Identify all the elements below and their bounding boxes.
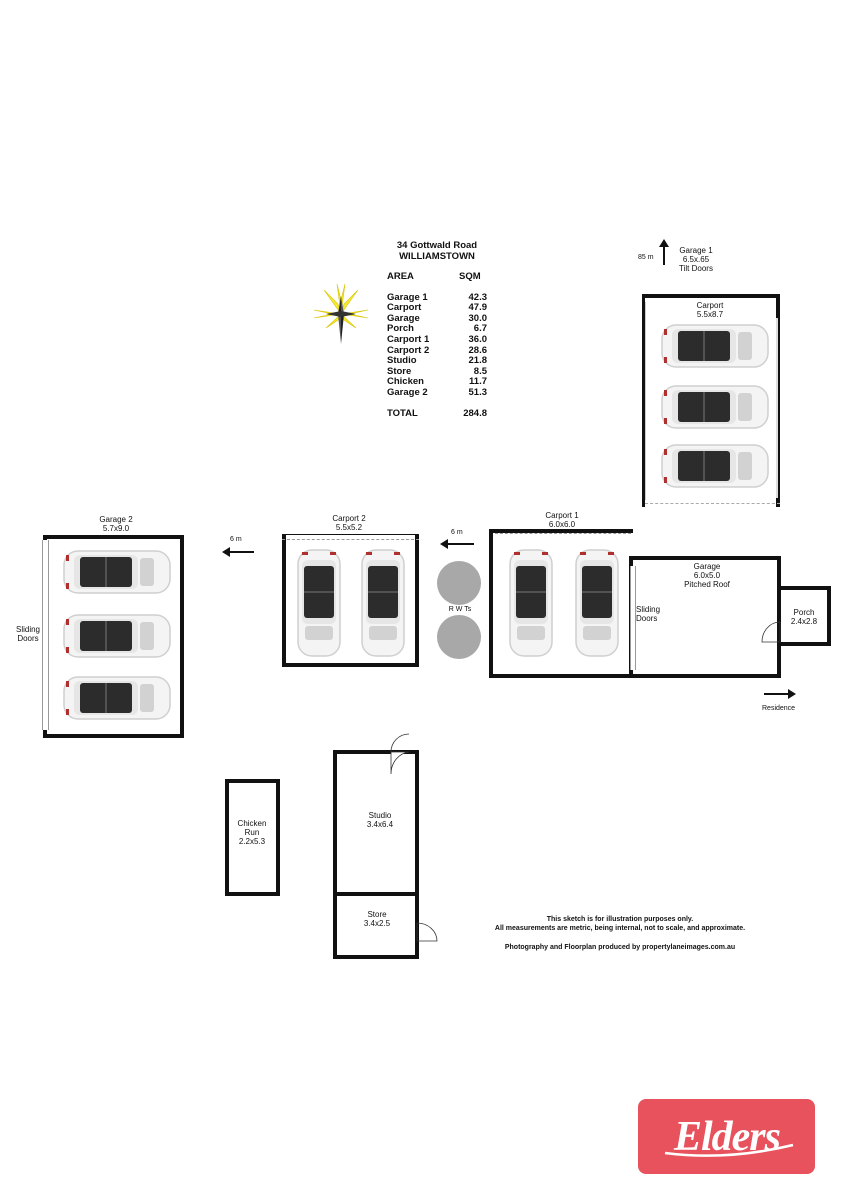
studio-name: Studio <box>368 811 392 820</box>
garage-size: 6.0x5.0 <box>693 571 721 580</box>
rwts-label: R W Ts <box>438 606 482 614</box>
carport-name: Carport <box>696 301 724 310</box>
left-arrow-icon <box>440 539 474 549</box>
car-icon <box>660 384 770 430</box>
table-row-sqm: 42.3 <box>468 291 487 303</box>
door-swing-icon <box>389 732 411 776</box>
car-icon <box>508 548 554 658</box>
table-row-sqm: 47.9 <box>468 302 487 314</box>
carport-side-line <box>776 318 778 498</box>
store-label <box>347 910 407 928</box>
sqm-header: SQM <box>459 271 481 282</box>
suburb-line: WILLIAMSTOWN <box>399 251 475 262</box>
total-value: 284.8 <box>463 407 487 419</box>
carport1-label <box>532 511 592 529</box>
table-row-name: Garage 2 <box>387 386 428 398</box>
table-row-name: Store <box>387 365 412 377</box>
carport1-size: 6.0x6.0 <box>548 520 576 529</box>
table-row-sqm: 36.0 <box>468 333 487 345</box>
table-row-name: Carport 2 <box>387 344 430 356</box>
garage1-name: Garage 1 <box>679 246 713 255</box>
carport2-name: Carport 2 <box>332 514 366 523</box>
distance-left-label: 6 m <box>230 536 242 543</box>
credit-line: Photography and Floorplan produced by propertylaneimages.com.au <box>504 944 736 951</box>
carport-open-edge <box>645 503 780 508</box>
garage1-distance: 85 m <box>638 254 654 261</box>
garage-note: Pitched Roof <box>684 580 730 589</box>
right-arrow-icon <box>764 689 796 699</box>
elders-logo <box>638 1099 815 1174</box>
table-row-name: Studio <box>387 355 417 367</box>
chicken-name-run: Run <box>244 828 260 837</box>
sliding-doors-label-left <box>8 625 48 643</box>
door-swing-icon <box>415 921 439 943</box>
chicken-name: Chicken <box>237 819 267 828</box>
left-arrow-icon <box>222 547 254 557</box>
table-row-name: Carport 1 <box>387 333 430 345</box>
disclaimer-line-1: This sketch is for illustration purposes only. <box>546 916 694 923</box>
studio-store-wall <box>333 892 419 896</box>
table-row-sqm: 30.0 <box>468 312 487 324</box>
carport2-size: 5.5x5.2 <box>335 523 363 532</box>
water-tank-1 <box>437 561 481 605</box>
sliding-doors-label-mid <box>636 605 662 623</box>
car-icon <box>62 613 172 659</box>
car-icon <box>660 323 770 369</box>
car-icon <box>660 443 770 489</box>
elders-wordmark-icon <box>647 1107 807 1167</box>
garage-label <box>672 562 742 589</box>
chicken-size: 2.2x5.3 <box>238 837 266 846</box>
carport-size: 5.5x8.7 <box>696 310 724 319</box>
table-row-sqm: 11.7 <box>469 376 487 388</box>
garage1-note: Tilt Doors <box>679 264 713 273</box>
garage1-label <box>666 246 726 273</box>
car-icon <box>360 548 406 658</box>
carport2-open-edge <box>282 534 419 540</box>
garage1-size: 6.5x.65 <box>682 255 710 264</box>
studio-size: 3.4x6.4 <box>366 820 394 829</box>
table-row-sqm: 21.8 <box>468 355 487 367</box>
car-icon <box>62 675 172 721</box>
porch-name: Porch <box>793 608 815 617</box>
table-row-name: Porch <box>387 323 414 335</box>
table-row-sqm: 6.7 <box>473 323 487 335</box>
sliding-text: Sliding <box>15 625 40 634</box>
svg-text:Elders: Elders <box>673 1113 780 1160</box>
store-size: 3.4x2.5 <box>363 919 391 928</box>
garage2-label <box>86 515 146 533</box>
table-row-sqm: 28.6 <box>468 344 487 356</box>
doors-text: Doors <box>636 614 658 623</box>
store-name: Store <box>367 910 387 919</box>
residence-label: Residence <box>762 705 796 712</box>
area-table <box>387 272 487 419</box>
studio-label <box>350 811 410 829</box>
car-icon <box>62 549 172 595</box>
total-label: TOTAL <box>387 407 418 419</box>
car-icon <box>296 548 342 658</box>
table-row-sqm: 51.3 <box>468 386 487 398</box>
table-row-name: Garage 1 <box>387 291 428 303</box>
porch-size: 2.4x2.8 <box>790 617 818 626</box>
address-line: 34 Gottwald Road <box>396 240 478 251</box>
carport-label <box>680 301 740 319</box>
compass-icon <box>312 280 370 348</box>
car-icon <box>574 548 620 658</box>
garage2-name: Garage 2 <box>99 515 133 524</box>
table-row-sqm: 8.5 <box>473 365 487 377</box>
sliding-text: Sliding <box>636 605 661 614</box>
door-swing-icon <box>760 620 782 644</box>
chicken-run-label <box>228 819 276 846</box>
garage-name: Garage <box>693 562 721 571</box>
carport1-open-edge <box>495 533 631 535</box>
area-header: AREA <box>387 271 414 282</box>
water-tank-2 <box>437 615 481 659</box>
garage2-size: 5.7x9.0 <box>102 524 130 533</box>
table-row-name: Carport <box>387 302 422 314</box>
disclaimer-line-2: All measurements are metric, being internal, not to scale, and approximate. <box>494 925 746 932</box>
table-row-name: Garage <box>387 312 420 324</box>
doors-text: Doors <box>17 634 39 643</box>
carport2-label <box>319 514 379 532</box>
carport1-name: Carport 1 <box>545 511 579 520</box>
porch-label <box>783 608 825 626</box>
table-row-name: Chicken <box>387 376 424 388</box>
carport-post-line <box>645 302 646 500</box>
distance-mid-label: 6 m <box>451 529 463 536</box>
